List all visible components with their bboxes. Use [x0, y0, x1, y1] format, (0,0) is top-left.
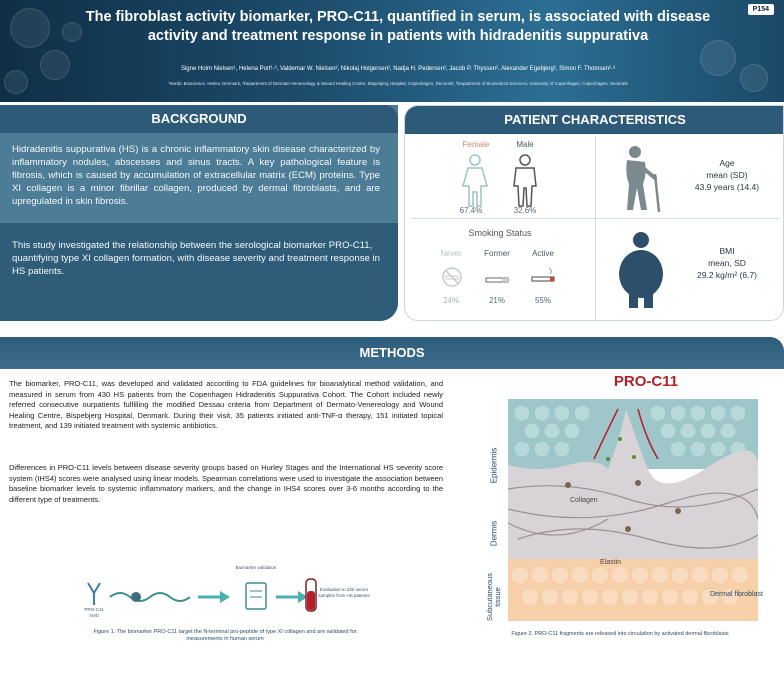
bmi-label: BMI	[719, 246, 735, 256]
mab-label: PRO-C11 mAb	[84, 607, 104, 618]
epidermis-label: Epidermis	[489, 447, 499, 484]
decor-circle	[62, 22, 82, 42]
epidermis-label-wrap	[486, 439, 500, 499]
dermis-label: Dermis	[489, 520, 499, 547]
methods-heading: METHODS	[0, 337, 784, 369]
male-icon	[507, 154, 543, 208]
smoking-never-label: Never	[440, 249, 462, 258]
bmi-sublabel: mean, SD	[708, 258, 746, 268]
smoking-former-percent: 21%	[488, 296, 505, 305]
background-section	[0, 105, 398, 321]
background-heading: BACKGROUND	[0, 105, 398, 133]
lit-cigarette-icon	[531, 266, 557, 286]
bmi-value: 29.2 kg/m² (6.7)	[697, 270, 757, 280]
poster-code-badge: P154	[748, 4, 774, 15]
bmi-person-icon	[613, 230, 669, 310]
poster-header	[0, 0, 784, 102]
fibroblast-label: Dermal fibroblast	[710, 591, 763, 598]
no-smoking-icon	[441, 266, 463, 288]
figure-1-caption: Figure 1. The biomarker PRO-C11 target the N-terminal pro-peptide of type XI collagen and are validated for measurements in human serum	[93, 629, 357, 642]
age-label: Age	[719, 158, 735, 168]
methods-paragraph-1: The biomarker, PRO-C11, was developed and validated according to FDA guidelines for bioanalytical method validation, and measured in serum from 430 HS patients from the Copenhagen Hidradenitis Suppurativa Cohort. The Cohort included newly referred consecutive ourpatients fulfilling the modified Dessau criteria from Department of Dermato-Venereology and Wound Healing Centre, Bispebjerg Hospital, Denmark. During their visit, 35 patients initiated anti-TNF-α therapy, 151 initiated topical treatment, and 139 initiated treatment with systemic antibiotics.	[9, 379, 443, 431]
author-list: Signe Holm Nielsen¹, Helena Port¹·², Valdemar W. Nielsen², Nikolaj Holgersen², Nadja H. Pedersen², Jacob P. Thyssen², Alexander Egebjerg², Simon F. Thomsen²·³	[180, 66, 616, 72]
smoking-former-label: Former	[484, 249, 510, 258]
smoking-active-percent: 55%	[534, 296, 551, 305]
female-label: Female	[462, 140, 490, 149]
age-value: 43.9 years (14.4)	[694, 182, 760, 192]
female-percent: 67.4%	[459, 206, 483, 215]
smoking-active-label: Active	[532, 249, 554, 258]
figure-2-caption: Figure 2. PRO-C11 fragments are released into circulation by activated dermal fibroblasts	[511, 631, 729, 637]
smoking-title: Smoking Status	[468, 228, 532, 238]
figure-1	[80, 557, 370, 627]
elastin-label: Elastin	[600, 559, 622, 566]
dermis-label-wrap	[486, 507, 500, 567]
validation-label: Biomarker validation	[235, 565, 277, 570]
grid-divider	[411, 218, 779, 219]
female-icon	[457, 154, 493, 208]
subcutaneous-label-wrap	[482, 567, 506, 627]
male-label: Male	[516, 140, 534, 149]
decor-circle	[4, 70, 28, 94]
collagen-label: Collagen	[570, 497, 598, 504]
pro-c11-title: PRO-C11	[613, 373, 679, 390]
age-sublabel: mean (SD)	[706, 170, 748, 180]
decor-circle	[10, 8, 50, 48]
figure-2	[478, 369, 778, 629]
methods-section	[0, 337, 784, 673]
background-paragraph: Hidradenitis suppurativa (HS) is a chronic inflammatory skin disease characterized by inflammatory nodules, abscesses and sinus tracts. A key pathological feature is fibrosis, which is caused by accumulation of extracellular matrix (ECM) proteins. Type XI collagen is a minor fibrillar collagen, produced by dermal fibroblasts, and are upregulated in skin fibrosis.	[12, 144, 380, 207]
poster-title: The fibroblast activity biomarker, PRO-C11, quantified in serum, is associated with disease activity and treatment response in patients with hidradenitis suppurativa	[85, 9, 711, 44]
smoking-never-percent: 24%	[442, 296, 459, 305]
male-percent: 32.6%	[513, 206, 537, 215]
patient-characteristics-section	[404, 105, 784, 321]
patient-characteristics-heading: PATIENT CHARACTERISTICS	[405, 106, 784, 134]
affiliations: ¹Nordic Bioscience, Herlev, Denmark, ²Department of Dermato-Venereology & Wound Healing Centre, Bispebjerg Hospital, Copenhagen, Denmark, ³Department of Biomedical Sciences, University of Copenhagen, Copenhagen, Denmark	[168, 81, 628, 86]
aim-paragraph: This study investigated the relationship between the serological biomarker PRO-C11, quantifying type XI collagen formation, with disease severity and treatment response in HS patients.	[12, 240, 380, 277]
elderly-person-icon	[615, 144, 665, 214]
methods-paragraph-2: Differences in PRO-C11 levels between disease severity groups based on Hurley Stages and the International HS severity score system (IHS4) scores were analysed using linear models. Spearman correlations were used to investigate the association between baseline biomarker levels to systemic inflammatory markers, and the change in IHS4 scores over 3-6 months according to the different type of treatments.	[9, 463, 443, 504]
cigarette-icon	[485, 268, 511, 286]
skin-layers-illustration	[508, 399, 758, 621]
decor-circle	[40, 50, 70, 80]
subcutaneous-label: Subcutaneous tissue	[485, 573, 502, 621]
evaluation-label: Evaluation in 430 serum samples from HS patients	[318, 587, 370, 598]
grid-divider	[595, 136, 596, 320]
